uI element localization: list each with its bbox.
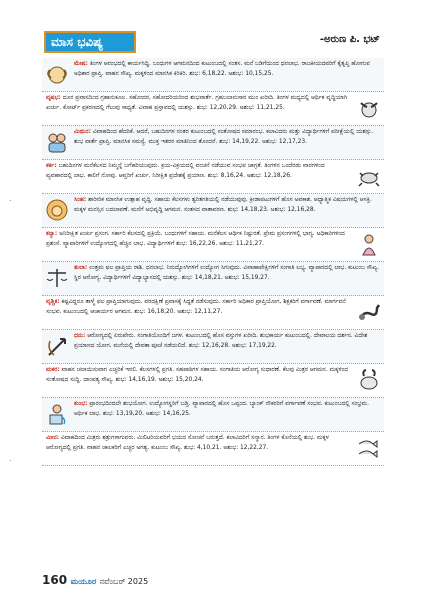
goat-icon	[356, 367, 382, 393]
prediction-text: ವಿವಾಹದಿಂದ ಹೆದರಿಕೆ. ಆದರೆ, ಬಹುದಿನಗಳ ನಂತರ ಕುಟುಂಬದಲ್ಲಿ ಸಂತೋಷದ ಸಮಾರಂಭ. ಕಲಾವಿದರು ಮತ್ತು ವಿದ್ಯಾರ್ಥಿಗಳಿಗೆ ಪರೀಕ್ಷೆಯಲ್ಲಿ ಯಶಸ್ಸು. ಶುಭ ವಾರ್ತೆ ಪ್ರಾಪ್ತಿ. ಮಾನಸಿಕ ಸಮಸ್ಯೆ. ಮುಕ್ತ ಇತರರ ಮಾತಿನಿಂದ ತೊಂದರೆ. ಶುಭ: 14,19,22. ಅಶುಭ: 12,17,23.	[74, 129, 374, 145]
prediction-text: ವಿವಾಹದಿಂದ ಮಿತ್ರರು ಶತ್ರುಗಳಾಗುವರು. ಮಿಲಿಟರಿಯವರಿಗೆ ಭಯದ ಸೋಚನೆ ಬರುತ್ತದೆ. ಕಲಾವಿದರಿಗೆ ಸನ್ಮಾನ. ತಿಂಗಳ ಕೊನೆಯಲ್ಲಿ ಶುಭ. ಮಕ್ಕಳ ಆರೋಗ್ಯದಲ್ಲಿ ಪ್ರಗತಿ. ವಾಹನ ಚಾಲಕರಿಗೆ ಎಚ್ಚರ ಅಗತ್ಯ. ಕುಟುಂಬ ಸೌಖ್ಯ. ಶುಭ: 4,10,21. ಅಶುಭ: 12,22,27.	[46, 435, 329, 451]
crop-mark	[10, 460, 11, 461]
zodiac-sign-label: ವೃಶ್ಚಿಕ:	[46, 299, 60, 305]
zodiac-sign-label: ಸಿಂಹ:	[74, 197, 87, 203]
zodiac-sign-label: ವೃಷಭ:	[46, 95, 61, 101]
horoscope-text	[74, 264, 380, 294]
crab-icon	[356, 163, 382, 189]
crop-mark	[10, 200, 11, 201]
horoscope-entry	[42, 364, 384, 398]
prediction-text: ವಾಹನ ಚಲಾಯಿಸುವಾಗ ಎಚ್ಚರಿಕೆ ಇರಲಿ. ಕೆಲಸಗಳಲ್ಲಿ ಪ್ರಗತಿ. ಸಹಪಾಠಿಗಳ ಸಹಾಯ. ಸಂಗಾತಿಯ ಆರೋಗ್ಯ ಸುಧಾರಣೆ. ಕೆಲವು ಮಿತ್ರರ ಆಗಮನ. ಮಕ್ಕಳಿಂದ ಸಂತೋಷದ ಸುದ್ದಿ. ದಾಂಪತ್ಯ ಸೌಖ್ಯ. ಶುಭ: 14,16,19. ಅಶುಭ: 15,20,24.	[46, 367, 349, 383]
zodiac-sign-label: ಕುಂಭ:	[74, 401, 88, 407]
issue-date: ನವೆಂಬರ್ 2025	[99, 577, 149, 586]
horoscope-text	[46, 162, 352, 192]
section-title: ಮಾಸ ಭವಿಷ್ಯ	[44, 31, 136, 53]
horoscope-text	[74, 196, 380, 226]
maiden-icon	[356, 231, 382, 257]
horoscope-text	[46, 366, 352, 396]
lion-icon	[44, 197, 70, 223]
magazine-name: ಮಯೂರ	[70, 577, 97, 586]
horoscope-text	[74, 400, 380, 430]
horoscope-entry	[42, 296, 384, 330]
prediction-text: ದೂರ ಪ್ರವಾಸದಿಂದ ಗ್ರಹಾನುಕೂಲ. ಸಹೋದರ, ಸಹೋದರಿಯರಿಂದ ಶುಭವಾರ್ತೆ. ಗ್ರಹಬಲಾನುಸಾರ ಮುಂ ಖರೀದಿ. ತಿಂಗಳ ಮಧ್ಯದಲ್ಲಿ ಆರ್ಥಿಕ ವೃದ್ಧಿಯಾಗಿ ಖರ್ಚು. ಕೋರ್ಟ್ ಪ್ರಕರಣದಲ್ಲಿ ಗೆಲುವು ಸಾಧ್ಯತೆ. ವಿವಾಹ ಪ್ರಸ್ತಾವದಲ್ಲಿ ಯಶಸ್ಸು. ಶುಭ: 12,20,29. ಅಶುಭ: 11,21,25.	[46, 95, 348, 111]
archer-icon	[44, 333, 70, 359]
horoscope-list	[42, 58, 384, 466]
horoscope-entry	[42, 330, 384, 364]
water-bearer-icon	[44, 401, 70, 427]
zodiac-sign-label: ಧನು:	[74, 333, 86, 339]
horoscope-entry	[42, 262, 384, 296]
horoscope-text	[46, 434, 352, 464]
prediction-text: ಪ್ರಾರಂಭದಿಂದಲೇ ಶುಭಯೋಗ. ಉದ್ಯೋಗಸ್ಥರಿಗೆ ಬಡ್ತಿ. ವ್ಯಾಪಾರದಲ್ಲಿ ಹೊಸ ಒಪ್ಪಂದ. ಬ್ಯಾಂಕ್ ನೌಕರರಿಗೆ ವರ್ಗಾವಣೆ ಸಂಭವ. ಕುಟುಂಬದಲ್ಲಿ ಸಂಭ್ರಮ. ಆರ್ಥಿಕ ಲಾಭ. ಶುಭ: 13,19,20. ಅಶುಭ: 14,16,25.	[74, 401, 369, 417]
horoscope-entry	[42, 398, 384, 432]
page-footer	[42, 573, 148, 587]
ram-icon	[44, 61, 70, 87]
horoscope-entry	[42, 194, 384, 228]
zodiac-sign-label: ಮಿಥುನ:	[74, 129, 91, 135]
prediction-text: ಕಷ್ಟವಿದ್ದರೂ ತಾಳ್ಮೆ ಫಲ ಪ್ರಾಪ್ತಿಯಾಗುವುದು. ವರದಕ್ಷಿಣೆ ಪ್ರವಾಸಕ್ಕೆ ಸಿದ್ಧತೆ ನಡೆಸುವುದು. ಸರ್ಕಾರಿ ಅಧಿಕಾರ ಪ್ರಾಪ್ತಿಯೋಗ, ಶಿಕ್ಷಕರಿಗೆ ವರ್ಗಾವಣೆ. ಮಾರ್ಗವನೆ ಸಂಭವ. ಕುಟುಂಬದಲ್ಲಿ ಆಚಾರ್ಯರ ಆಗಮನ. ಶುಭ: 16,18,20. ಅಶುಭ: 12,11,27.	[46, 299, 346, 315]
horoscope-text	[74, 60, 380, 90]
author-byline: -ಅರುಣ ಪಿ. ಭಟ್	[319, 34, 380, 45]
zodiac-sign-label: ಕರ್ಕ:	[46, 163, 57, 169]
prediction-text: ಶಾರೀರಿಕ ಮಾನಸಿಕ ಉತ್ಸಾಹ ವೃದ್ಧಿ. ಸಹಾಯ ಕೆಲಸಗಳು ತ್ವರಿತಗತಿಯಲ್ಲಿ ನಡೆಯುವುವು. ಕ್ರೀಡಾಪಟುಗಳಿಗೆ ಹೊಸ ಅವಕಾಶ. ಆಧ್ಯಾತ್ಮಿಕ ವಿಷಯಗಳಲ್ಲಿ ಆಸಕ್ತಿ. ಮಕ್ಕಳ ಮನಸ್ಸಿನ ಬದಲಾವಣೆ. ಮನೆಗೆ ಅಭಿವೃದ್ಧಿ ಆಗಮನ. ಸಂತಸದ ವಾತಾವರಣ. ಶುಭ: 14,18,23. ಅಶುಭ: 12,16,28.	[74, 197, 372, 213]
zodiac-sign-label: ಮೀನ:	[46, 435, 59, 441]
scales-icon	[44, 265, 70, 291]
horoscope-text	[46, 94, 352, 124]
prediction-text: ಉತ್ತಮ ಫಲ ಪ್ರಾಪ್ತಿಯ ರಾಶಿ. ಧನಲಾಭ. ನಿರುದ್ಯೋಗಿಗಳಿಗೆ ಉದ್ಯೋಗ ಸಿಗುವುದು. ವಿವಾಹಾಪೇಕ್ಷಿಗಳಿಗೆ ಸಂಗಾತಿ ಲಭ್ಯ. ವ್ಯಾಪಾರದಲ್ಲಿ ಲಾಭ. ಕುಟುಂಬ ಸೌಖ್ಯ. ಸ್ಥಿರ ಆರೋಗ್ಯ. ವಿದ್ಯಾರ್ಥಿಗಳಿಗೆ ವಿದ್ಯಾಭ್ಯಾಸದಲ್ಲಿ ಯಶಸ್ಸು. ಶುಭ: 14,18,21. ಅಶುಭ: 15,19,27.	[74, 265, 380, 281]
horoscope-entry	[42, 432, 384, 466]
prediction-text: ಬಹುದಿನಗಳ ಮನೆಕೆಲಸದ ನಿಮ್ಮನ್ನೆ ಬಗೆಹರಿಯುವುದು. ಕ್ರಯ-ವಿಕ್ರಯದಲ್ಲಿ ವಂಚನೆ ನಡೆಯುವ ಸಂಭವ ಜಾಗ್ರತೆ. ತಿಂಗಳಿನ ಒಂದೆರಡು ವಾರಗಳಿಂದ ವ್ಯವಹಾರದಲ್ಲಿ ಲಾಭ. ಕಾಲಿಗೆ ನೋವು. ಆಪ್ತರಿಗೆ ಖರ್ಚು. ನಿರೀಕ್ಷಿತ ಪ್ರದೇಶಕ್ಕೆ ಪ್ರಯಾಣ. ಶುಭ: 8,16,24. ಅಶುಭ: 12,18,26.	[46, 163, 325, 179]
scorpion-icon	[356, 299, 382, 325]
horoscope-entry	[42, 126, 384, 160]
zodiac-sign-label: ತುಲಾ:	[74, 265, 88, 271]
prediction-text: ತಿಂಗಳ ಆರಂಭದಲ್ಲಿ ಕಾರ್ಯಸಿದ್ಧಿ. ಬಂಧುಗಳ ಆಗಮನದಿಂದ ಕುಟುಂಬದಲ್ಲಿ ಸಂತಸ. ಮನೆ ಬಡಿಗೆಯಿಂದ ಧನಲಾಭ. ರಾಜಕೀಯದವರಿಗೆ ಕೈತೃಪ್ತಿ ಹೋಗುವ ಅಧಿಕಾರ ಪ್ರಾಪ್ತಿ. ವಾಹನ ಸೌಖ್ಯ. ಮಕ್ಕಳಿಂದ ಮಾನಸಿಕ ಕಿರಿಕಿರಿ. ಶುಭ: 6,18,22. ಅಶುಭ: 10,15,25.	[74, 61, 370, 77]
horoscope-text	[46, 230, 352, 260]
page-number: 160	[42, 573, 68, 587]
prediction-text: ಅನಿರೀಕ್ಷಿತ ಖರ್ಚು ಪ್ರಸಂಗ. ಸರ್ಕಾರಿ ಕೆಲಸದಲ್ಲಿ ಪ್ರಕ್ರಿಯೆ. ಬಂಧುಗಳಿಗೆ ಸಹಾಯ. ಮನೆಕೆಲಸ ಆರ್ಥಿಕ ನಿಷ್ಟುರತೆ. ಪ್ರೇಮ ಪ್ರಸಂಗಗಳಲ್ಲಿ ಭಾಗ್ಯ. ಅಧಿಕಾರಿಗಳಿಂದ ಪ್ರಶಂಸೆ. ವ್ಯಾಪಾರಿಗಳಿಗೆ ಉದ್ಯೋಗದಲ್ಲಿ ಹೆಚ್ಚಿನ ಲಾಭ. ವಿದ್ಯಾರ್ಥಿಗಳಿಗೆ ಶುಭ: 16,22,26. ಅಶುಭ: 11,21,27.	[46, 231, 345, 247]
horoscope-text	[74, 332, 380, 362]
horoscope-entry	[42, 160, 384, 194]
zodiac-sign-label: ಕನ್ಯಾ:	[46, 231, 58, 237]
horoscope-entry	[42, 58, 384, 92]
horoscope-entry	[42, 228, 384, 262]
horoscope-text	[46, 298, 352, 328]
horoscope-entry	[42, 92, 384, 126]
bull-icon	[356, 95, 382, 121]
horoscope-text	[74, 128, 380, 158]
zodiac-sign-label: ಮಕರ:	[46, 367, 60, 373]
twins-icon	[44, 129, 70, 155]
prediction-text: ಆರೋಗ್ಯದಲ್ಲಿ ಏರುಪೇರು. ಸಂಗಾತಿಯೊಂದಿಗೆ ಜಗಳ. ಕುಟುಂಬದಲ್ಲಿ ಹೊಸ ವಸ್ತುಗಳ ಖರೀದಿ. ಶುಭಕಾರ್ಯ ಕುಟುಂಬದಲ್ಲಿ. ದೇವಾಲಯ ದರ್ಶನ. ವಿದೇಶ ಪ್ರಯಾಣದ ಯೋಗ. ಮನೆಯಲ್ಲಿ ದೇವತಾ ಪೂಜೆ ನಡೆಯಲಿದೆ. ಶುಭ: 12,16,28. ಅಶುಭ: 17,19,22.	[74, 333, 368, 349]
fish-icon	[356, 435, 382, 461]
zodiac-sign-label: ಮೇಷ:	[74, 61, 88, 67]
